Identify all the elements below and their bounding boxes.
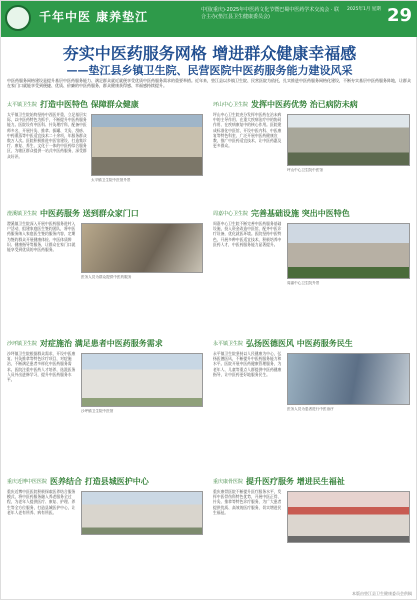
photo-caption: 沙坪镇卫生院中医馆 bbox=[81, 409, 114, 413]
section-body: 太平镇卫生院始终坚持中西医并重，立足基层实际，以中医药特色为抓手，不断提升中医药服务能力。医院设有中医科、针灸理疗科，配备中医师多名，开展针灸、推拿、拔罐、艾灸、刮痧、中药熏蒸等中医适宜技术二十余项，年服务群众数万人次。医院积极推进中医馆建设，打造集诊疗、康复、养生、文化于一体的中医药综合服务区，为辖区群众提供一站式中医药服务，深受群众好评。 bbox=[7, 112, 87, 159]
page-number: 29 bbox=[386, 5, 412, 26]
lead-paragraph: 中医药服务网格建设是提升基层中医药服务能力、满足群众就近就便享受优质中医药服务需求的重要举措。近年来，垫江县以乡镇卫生院、民营医院为依托，扎实推进中医药服务网格化建设，不断夯实基层中医药服务阵地，让群众在家门口就能享受到便捷、优质、价廉的中医药服务，群众健康获得感、幸福感持续提升。 bbox=[7, 78, 411, 89]
header-paper-info: 中国(重庆)·2025年中医药文化节暨巴蜀中医药学术交流会 · 联合主办(垫江县卫生健康委员会) bbox=[201, 7, 339, 20]
section-title: 医养结合 打造县城医护中心 bbox=[50, 477, 149, 486]
photo-caption: 医务人员为患者进行中医治疗 bbox=[287, 407, 334, 411]
photo-caption: 周嘉中心卫生院外景 bbox=[287, 281, 320, 285]
section-chengxi bbox=[7, 207, 207, 329]
section-title: 提升医疗服务 增进民生福祉 bbox=[246, 477, 345, 486]
header-slogan: 千年中医 康养垫江 bbox=[39, 10, 149, 24]
section-header bbox=[213, 475, 412, 488]
section-header bbox=[213, 207, 412, 220]
section-tag: 重庆康骨医院 bbox=[213, 479, 244, 485]
section-title: 打造中医特色 保障群众健康 bbox=[40, 100, 139, 109]
section-tag: 太平镇卫生院 bbox=[7, 102, 38, 108]
section-body: 坪山中心卫生院充分发挥中医药在治未病中的主导作用、在重大疾病治疗中的协同作用、在疾病康复中的核心作用。医院建成标准化中医馆，开设中医内科、中医康复等特色科室，广泛开展中医药健康宣教，推广中医药适宜技术，让中医药惠及更多群众。 bbox=[213, 112, 282, 149]
section-zhoujia bbox=[213, 207, 412, 329]
section-taiping bbox=[7, 98, 207, 198]
section-kanggu bbox=[213, 475, 412, 591]
section-title: 发挥中医药优势 治已病防未病 bbox=[251, 100, 358, 109]
section-header bbox=[7, 207, 207, 220]
section-body-continued bbox=[81, 537, 203, 589]
photo-clinic-exterior bbox=[287, 114, 410, 166]
section-body: 澄溪镇卫生院深入开展中医药服务进村入户活动，组建家庭医生签约团队，将中医药服务纳入家庭医生签约服务内容，定期为签约群众开展健康体检、中医体质辨识、健康指导等服务，让群众在家门口就能享受到优质的中医药服务。 bbox=[7, 221, 76, 253]
photo-clinic-exterior bbox=[287, 223, 410, 279]
section-header bbox=[7, 475, 207, 488]
section-header bbox=[213, 337, 412, 350]
section-tag: 永平镇卫生院 bbox=[213, 341, 244, 347]
section-body: 沙坪镇卫生院根据群众需求，开设中医康复、针灸推拿等特色诊疗项目，对症施治，不断满足患者多样化中医药服务需求。医院注重中医药人才培养，选派医务人员外出进修学习，提升中医药服务水平。 bbox=[7, 351, 76, 383]
section-jinbo bbox=[7, 475, 207, 591]
footer-note: 本版由垫江县卫生健康委员会供稿 bbox=[352, 591, 412, 596]
section-tag: 沙坪镇卫生院 bbox=[7, 341, 38, 347]
section-body: 重庆近博中医医院积极探索医养结合服务模式，将中医药服务融入养老服务全过程，为老年人提供医疗、康复、护理、养生等全方位服务，打造县城医护中心，让老年人老有所养、病有所医。 bbox=[7, 489, 76, 515]
photo-clinic-exterior bbox=[81, 353, 203, 407]
section-title: 对症施治 满足患者中医药服务需求 bbox=[40, 339, 163, 348]
photo-hospital-exterior bbox=[81, 491, 203, 535]
section-body: 永平镇卫生院坚持以人民健康为中心，弘扬医德医风，不断提升中医药服务能力和水平。医院开展中医药健康管理服务，为老年人、儿童等重点人群提供中医药健康指导，让中医药更好地服务民生。 bbox=[213, 351, 282, 377]
page-subtitle: ——垫江县乡镇卫生院、民营医院中医药服务能力建设风采 bbox=[66, 64, 353, 77]
section-body: 周嘉中心卫生院不断完善中医药服务基础设施，投入资金改造中医馆，配齐中医诊疗设备，优化就医环境。医院坚持中医特色，开展多种中医适宜技术，积极培养中医药人才，中医药服务能力显著提升。 bbox=[213, 221, 282, 247]
page-header bbox=[1, 1, 417, 37]
section-title: 完善基础设施 突出中医特色 bbox=[251, 209, 350, 218]
section-tag: 重庆近博中医医院 bbox=[7, 479, 48, 485]
header-date: 2025年1月 星期 bbox=[347, 7, 381, 12]
section-tag: 周嘉中心卫生院 bbox=[213, 211, 249, 217]
section-header bbox=[213, 98, 412, 111]
photo-hospital-exterior bbox=[287, 491, 410, 543]
section-tag: 澄溪镇卫生院 bbox=[7, 211, 38, 217]
section-body: 重庆康骨医院不断提升医疗服务水平，发挥中医骨伤科特色优势，开展中医正骨、针灸、推拿等特色诊疗服务，为广大患者提供优质、高效的医疗服务，切实增进民生福祉。 bbox=[213, 489, 282, 515]
photo-treatment bbox=[287, 353, 410, 405]
section-shaping bbox=[7, 337, 207, 467]
section-pingshan bbox=[213, 98, 412, 198]
photo-caption: 太平镇卫生院中医馆外景 bbox=[91, 178, 131, 182]
section-title: 中医药服务 送到群众家门口 bbox=[40, 209, 139, 218]
section-yongping bbox=[213, 337, 412, 467]
photo-clinic-exterior bbox=[91, 114, 203, 176]
section-title: 弘扬医德医风 中医药服务民生 bbox=[246, 339, 353, 348]
section-header bbox=[7, 98, 207, 111]
masthead-logo-icon bbox=[5, 5, 31, 31]
section-tag: 坪山中心卫生院 bbox=[213, 102, 249, 108]
photo-caption: 医务人员为群众提供中医药服务 bbox=[81, 275, 132, 279]
photo-medical-service bbox=[81, 223, 203, 273]
page-title: 夯实中医药服务网格 增进群众健康幸福感 bbox=[62, 44, 357, 63]
photo-caption: 坪山中心卫生院中医馆 bbox=[287, 168, 323, 172]
section-header bbox=[7, 337, 207, 350]
